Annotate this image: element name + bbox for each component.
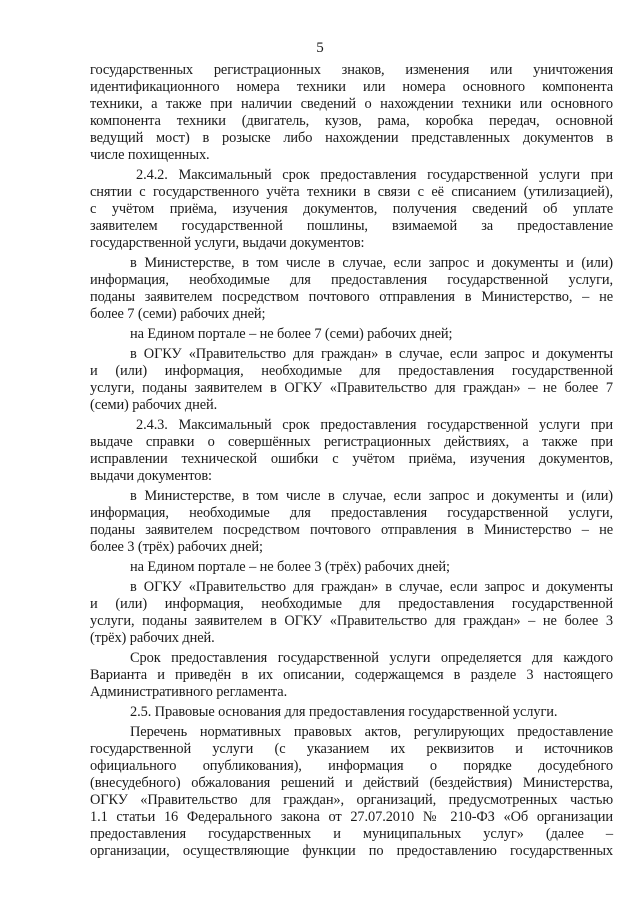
text-line: и (или) информация, необходимые для предоставления государственной [90,596,613,612]
text-line: Перечень нормативных правовых актов, регулирующих предоставление [130,724,613,740]
text-line: более 3 (трёх) рабочих дней; [90,539,263,555]
text-line: в ОГКУ «Правительство для граждан» в случае, если запрос и документы [130,579,613,595]
text-line: идентификационного номера техники или номера основного компонента [90,79,613,95]
text-line: государственных регистрационных знаков, изменения или уничтожения [90,62,613,78]
text-line: 2.4.2. Максимальный срок предоставления государственной услуги при [136,167,613,183]
text-line: организации, осуществляющие функции по предоставлению государственных [90,843,613,859]
text-line: 1.1 статьи 16 Федерального закона от 27.07.2010 № 210-ФЗ «Об организации [90,809,613,825]
text-line: поданы заявителем посредством почтового отправления в Министерство – не [90,522,613,538]
text-line: на Едином портале – не более 3 (трёх) рабочих дней; [130,559,450,575]
text-line: (трёх) рабочих дней. [90,630,215,646]
text-line: официального опубликования), информация о порядке досудебного [90,758,613,774]
text-line: Срок предоставления государственной услуги определяется для каждого [130,650,613,666]
text-line: техники, а также при наличии сведений о нахождении техники или основного [90,96,613,112]
text-line: (семи) рабочих дней. [90,397,218,413]
text-line: исправлении технической ошибки с учётом приёма, изучения документов, [90,451,613,467]
text-line: на Едином портале – не более 7 (семи) рабочих дней; [130,326,453,342]
text-line: Варианта и приведён в их описании, содержащемся в разделе 3 настоящего [90,667,613,683]
text-line: с учётом приёма, изучения документов, получения сведений об уплате [90,201,613,217]
text-line: ведущий мост) в розыске либо нахождении представленных документов в [90,130,613,146]
text-line: в Министерстве, в том числе в случае, если запрос и документы и (или) [130,255,613,271]
page-number: 5 [316,40,324,56]
document-body [90,62,613,860]
text-line: государственной услуги (с указанием их реквизитов и источников [90,741,613,757]
text-line: компонента техники (двигатель, кузов, рама, коробка передач, основной [90,113,613,129]
text-line: числе похищенных. [90,147,210,163]
text-line: 2.4.3. Максимальный срок предоставления государственной услуги при [136,417,613,433]
text-line: ОГКУ «Правительство для граждан», организаций, предусмотренных частью [90,792,613,808]
text-line: более 7 (семи) рабочих дней; [90,306,266,322]
text-line: (внесудебного) обжалования решений и действий (бездействия) Министерства, [90,775,613,791]
text-line: информация, необходимые для предоставления государственной услуги, [90,505,613,521]
text-line: выдачи документов: [90,468,212,484]
text-line: предоставления государственных и муниципальных услуг» (далее – [90,826,613,842]
text-line: услуги, поданы заявителем в ОГКУ «Правительство для граждан» – не более 7 [90,380,613,396]
text-line: заявителем государственной пошлины, взимаемой за предоставление [90,218,613,234]
text-line: снятии с государственного учёта техники в связи с её списанием (утилизацией), [90,184,613,200]
text-line: и (или) информация, необходимые для предоставления государственной [90,363,613,379]
text-line: услуги, поданы заявителем в ОГКУ «Правительство для граждан» – не более 3 [90,613,613,629]
text-line: информация, необходимые для предоставления государственной услуги, [90,272,613,288]
text-line: поданы заявителем посредством почтового отправления в Министерство, – не [90,289,613,305]
text-line: в ОГКУ «Правительство для граждан» в случае, если запрос и документы [130,346,613,362]
text-line: выдаче справки о совершённых регистрационных действиях, а также при [90,434,613,450]
text-line: Административного регламента. [90,684,288,700]
text-line: в Министерстве, в том числе в случае, если запрос и документы и (или) [130,488,613,504]
section-heading: 2.5. Правовые основания для предоставления государственной услуги. [130,704,558,720]
text-line: государственной услуги, выдачи документов: [90,235,365,251]
